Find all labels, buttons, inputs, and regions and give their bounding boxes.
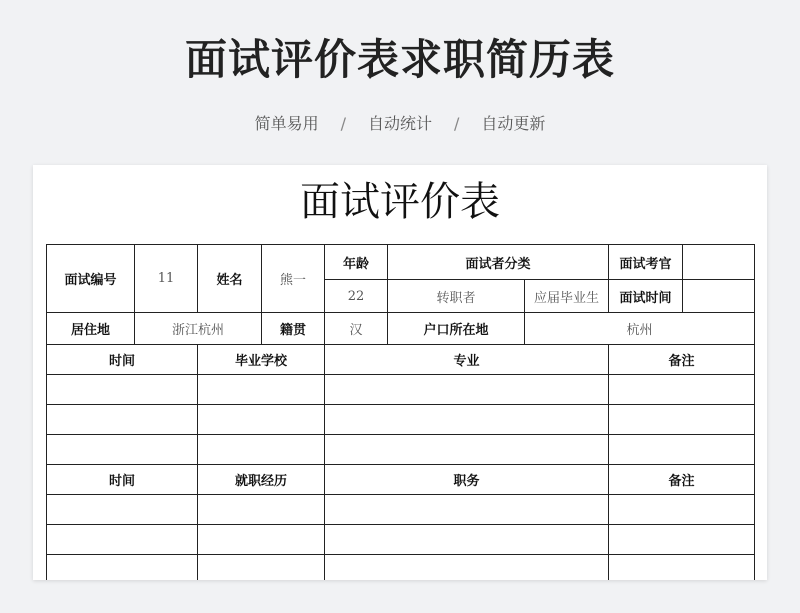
page-title: 面试评价表求职简历表 xyxy=(184,35,615,84)
age-value[interactable]: 22 xyxy=(325,280,388,313)
work-time-cell[interactable] xyxy=(47,495,198,525)
work-position-cell[interactable] xyxy=(325,495,609,525)
edu-school-cell[interactable] xyxy=(198,435,325,465)
hukou-label: 户口所在地 xyxy=(388,313,525,345)
residence-label: 居住地 xyxy=(47,313,135,345)
work-experience-cell[interactable] xyxy=(198,555,325,581)
category-label: 面试者分类 xyxy=(388,245,609,280)
age-label: 年龄 xyxy=(325,245,388,280)
work-notes-cell[interactable] xyxy=(609,555,755,581)
edu-time-cell[interactable] xyxy=(47,405,198,435)
education-row xyxy=(47,375,755,405)
feature-easy: 简单易用 xyxy=(254,114,319,133)
category-option-graduate[interactable]: 应届毕业生 xyxy=(525,280,609,313)
native-place-value[interactable]: 汉 xyxy=(325,313,388,345)
name-label: 姓名 xyxy=(198,245,262,313)
education-row xyxy=(47,405,755,435)
table-row xyxy=(47,313,755,345)
work-notes-cell[interactable] xyxy=(609,525,755,555)
work-header-experience: 就职经历 xyxy=(198,465,325,495)
category-option-career-changer[interactable]: 转职者 xyxy=(388,280,525,313)
edu-school-cell[interactable] xyxy=(198,375,325,405)
edu-major-cell[interactable] xyxy=(325,375,609,405)
work-header-time: 时间 xyxy=(47,465,198,495)
education-header-row xyxy=(47,345,755,375)
feature-separator: / xyxy=(454,114,460,133)
edu-notes-cell[interactable] xyxy=(609,375,755,405)
evaluation-form-table xyxy=(46,244,755,580)
edu-time-cell[interactable] xyxy=(47,375,198,405)
work-time-cell[interactable] xyxy=(47,555,198,581)
form-sheet xyxy=(33,165,767,580)
table-row xyxy=(47,245,755,280)
residence-value[interactable]: 浙江杭州 xyxy=(135,313,262,345)
edu-header-notes: 备注 xyxy=(609,345,755,375)
hukou-value[interactable]: 杭州 xyxy=(525,313,755,345)
edu-major-cell[interactable] xyxy=(325,405,609,435)
feature-subtitle xyxy=(0,112,800,136)
feature-auto-stats: 自动统计 xyxy=(367,114,432,133)
work-time-cell[interactable] xyxy=(47,525,198,555)
interview-time-label: 面试时间 xyxy=(609,280,683,313)
feature-separator: / xyxy=(340,114,346,133)
edu-header-time: 时间 xyxy=(47,345,198,375)
edu-school-cell[interactable] xyxy=(198,405,325,435)
edu-header-major: 专业 xyxy=(325,345,609,375)
edu-header-school: 毕业学校 xyxy=(198,345,325,375)
interviewer-label: 面试考官 xyxy=(609,245,683,280)
edu-major-cell[interactable] xyxy=(325,435,609,465)
work-row xyxy=(47,525,755,555)
interview-time-value[interactable] xyxy=(683,280,755,313)
work-header-row xyxy=(47,465,755,495)
work-header-notes: 备注 xyxy=(609,465,755,495)
work-position-cell[interactable] xyxy=(325,525,609,555)
native-place-label: 籍贯 xyxy=(262,313,325,345)
edu-notes-cell[interactable] xyxy=(609,405,755,435)
edu-time-cell[interactable] xyxy=(47,435,198,465)
work-position-cell[interactable] xyxy=(325,555,609,581)
interviewer-value[interactable] xyxy=(683,245,755,280)
name-value[interactable]: 熊一 xyxy=(262,245,325,313)
work-header-position: 职务 xyxy=(325,465,609,495)
work-experience-cell[interactable] xyxy=(198,525,325,555)
work-notes-cell[interactable] xyxy=(609,495,755,525)
work-experience-cell[interactable] xyxy=(198,495,325,525)
feature-auto-update: 自动更新 xyxy=(481,114,546,133)
work-row xyxy=(47,495,755,525)
sheet-title: 面试评价表 xyxy=(300,179,500,225)
education-row xyxy=(47,435,755,465)
edu-notes-cell[interactable] xyxy=(609,435,755,465)
interview-no-label: 面试编号 xyxy=(47,245,135,313)
interview-no-value[interactable]: 11 xyxy=(135,245,198,313)
work-row xyxy=(47,555,755,581)
